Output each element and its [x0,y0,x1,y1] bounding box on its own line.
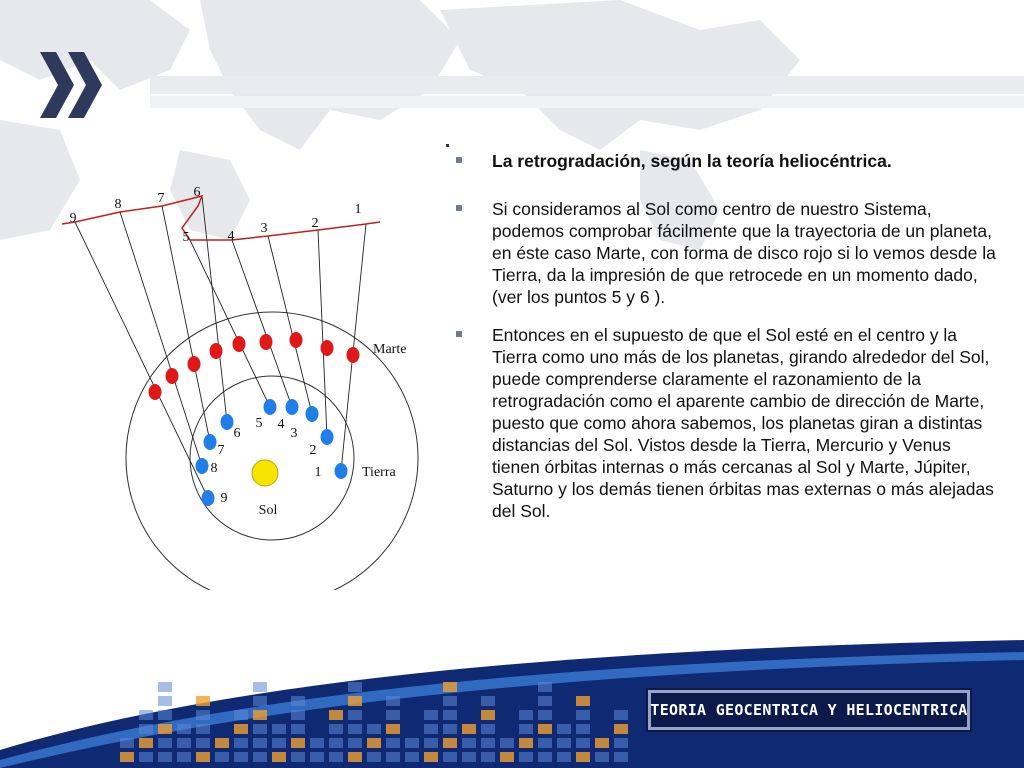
skyline-window [158,682,172,692]
sky-position-label: 3 [260,221,268,236]
skyline-window [196,724,210,734]
sight-line [120,212,202,466]
skyline-window [500,752,514,762]
mars-position-dot [321,340,334,356]
stray-dot [446,144,449,147]
skyline-window [158,752,172,762]
header-band-2 [150,96,1024,108]
skyline-window [386,752,400,762]
skyline-window [253,752,267,762]
earth-position-label: 3 [290,426,298,441]
skyline-window [329,738,343,748]
skyline-window [348,724,362,734]
skyline-window [386,738,400,748]
bullet-text: Entonces en el supuesto de que el Sol esté en el centro y la Tierra como uno más de los planetas, girando alrededor del Sol, puede comprenderse claramente el razonamiento de la retrogradación como el aparente cambio de dirección de Marte, puesto que como ahora sabemos, los planetas giran a distintas distancias del Sol. Vistos desde la Tierra, Mercurio y Venus tienen órbitas internas o más cercanas al Sol y Marte, Júpiter, Saturno y los demás tienen órbitas mas externas o más alejadas del Sol. [492,325,994,521]
skyline-window [576,738,590,748]
skyline-window [614,738,628,748]
square-bullet-icon [456,331,462,337]
earth-position-label: 8 [210,461,218,476]
earth-position-label: 2 [309,443,317,458]
earth-position-label: 1 [314,465,322,480]
skyline-window [348,682,362,692]
skyline-window [443,710,457,720]
skyline-window [576,724,590,734]
skyline-window [500,738,514,748]
skyline-window [386,724,400,734]
square-bullet-icon [456,205,462,211]
skyline-window [443,696,457,706]
mars-position-dot [233,336,246,352]
mars-position-dot [166,368,179,384]
skyline-window [158,696,172,706]
skyline-window [234,724,248,734]
skyline-window [158,710,172,720]
mars-position-dot [260,334,273,350]
skyline-window [462,724,476,734]
skyline-window [120,752,134,762]
apparent-path-of-mars [62,196,380,240]
skyline-window [253,724,267,734]
sky-position-label: 1 [354,202,362,217]
mars-position-dot [210,343,223,359]
skyline-window [348,738,362,748]
skyline-window [272,752,286,762]
skyline-window [424,738,438,748]
skyline-window [538,696,552,706]
earth-position-dot [321,429,334,445]
skyline-window [253,710,267,720]
skyline-window [291,738,305,748]
earth-position-dot [204,434,217,450]
skyline-window [386,696,400,706]
skyline-window [291,752,305,762]
earth-position-label: 4 [277,417,285,432]
skyline-window [310,738,324,748]
skyline-window [367,752,381,762]
skyline-window [196,710,210,720]
mars-position-dot [149,384,162,400]
mars-position-dot [188,356,201,372]
skyline-window [215,738,229,748]
skyline-window [481,752,495,762]
skyline-window [443,752,457,762]
skyline-window [177,724,191,734]
skyline-window [158,724,172,734]
skyline-window [538,752,552,762]
skyline-window [272,724,286,734]
earth-position-dot [202,490,215,506]
skyline-window [196,738,210,748]
skyline-window [139,724,153,734]
footer-title-banner: TEORIA GEOCENTRICA Y HELIOCENTRICA [648,690,970,730]
skyline-window [253,738,267,748]
bullet-list [455,150,1000,538]
skyline-window [538,738,552,748]
sun-label: Sol [258,503,278,518]
earth-position-dot [221,414,234,430]
skyline-window [614,752,628,762]
earth-position-dot [306,406,319,422]
skyline-window [614,710,628,720]
sky-position-labels [70,185,362,245]
earth-position-dot [286,399,299,415]
earth-position-label: 6 [233,426,241,441]
mars-position-dot [290,332,303,348]
bullet-text: Si consideramos al Sol como centro de nuestro Sistema, podemos comprobar fácilmente que la trayectoria de un planeta, en éste caso Marte, con forma de disco rojo si lo vemos desde la Tierra, da la impresión de que retrocede en un momento dado, (ver los puntos 5 y 6 ). [492,199,996,307]
skyline-window [253,696,267,706]
skyline-window [557,738,571,748]
sun [252,460,278,486]
skyline-window [538,724,552,734]
skyline-window [196,696,210,706]
skyline-window [120,738,134,748]
earth-position-label: 5 [255,416,263,431]
skyline-window [481,724,495,734]
skyline-window [519,710,533,720]
sight-line [318,230,327,437]
header-band [150,76,1024,94]
skyline-window [329,710,343,720]
square-bullet-icon [456,157,462,163]
sky-position-label: 9 [69,211,77,226]
skyline-window [462,738,476,748]
skyline-window [519,752,533,762]
earth-label: Tierra [362,465,396,480]
skyline-window [462,752,476,762]
bullet-item-title [455,150,1000,172]
bullet-item-explanation [455,198,1000,308]
skyline-window [139,710,153,720]
skyline-window [443,682,457,692]
sight-line [268,236,312,414]
skyline-window [576,696,590,706]
skyline-window [348,752,362,762]
skyline-window [367,724,381,734]
skyline-window [215,752,229,762]
skyline-window [139,738,153,748]
skyline-window [196,752,210,762]
sky-position-label: 6 [193,185,201,200]
skyline-window [253,682,267,692]
skyline-window [177,738,191,748]
skyline-window [234,738,248,748]
skyline-window [405,738,419,748]
skyline-window [234,710,248,720]
skyline-window [557,724,571,734]
skyline-window [329,724,343,734]
skyline-window [576,752,590,762]
skyline-window [481,710,495,720]
double-chevron-logo-icon [38,50,102,120]
retrogradation-diagram [50,170,450,590]
earth-position-dot [196,458,209,474]
skyline-window [348,710,362,720]
skyline-window [234,752,248,762]
skyline-window [177,752,191,762]
earth-position-label: 9 [220,491,228,506]
skyline-window [291,696,305,706]
mars-position-dot [347,347,360,363]
skyline-window [139,752,153,762]
skyline-window [557,752,571,762]
earth-position-dot [264,399,277,415]
skyline-window [595,752,609,762]
skyline-window [519,724,533,734]
skyline-window [481,696,495,706]
earth-position-dot [335,463,348,479]
skyline-window [348,696,362,706]
skyline-window [272,738,286,748]
sky-position-label: 5 [182,230,190,245]
skyline-window [405,752,419,762]
sky-position-label: 4 [227,229,235,244]
skyline-window [329,752,343,762]
skyline-window [443,724,457,734]
skyline-window [424,752,438,762]
skyline-window [614,724,628,734]
skyline-window [443,738,457,748]
earth-position-label: 7 [217,443,225,458]
skyline-window [386,710,400,720]
skyline-window [576,710,590,720]
skyline-window [158,738,172,748]
skyline-window [424,724,438,734]
skyline-window [424,710,438,720]
sky-position-label: 2 [311,216,319,231]
mars-label: Marte [373,342,407,357]
skyline-window [367,738,381,748]
bullet-text: La retrogradación, según la teoría heliocéntrica. [492,151,892,171]
skyline-window [310,752,324,762]
skyline-window [291,710,305,720]
skyline-window [519,738,533,748]
sight-line [75,222,208,498]
skyline-window [291,724,305,734]
skyline-window [481,738,495,748]
skyline-window [595,738,609,748]
bullet-item-conclusion [455,324,1000,522]
skyline-window [538,682,552,692]
sky-position-label: 8 [114,197,122,212]
mars-positions [149,332,360,400]
sky-position-label: 7 [157,191,165,206]
skyline-window [538,710,552,720]
sight-line [190,240,270,407]
